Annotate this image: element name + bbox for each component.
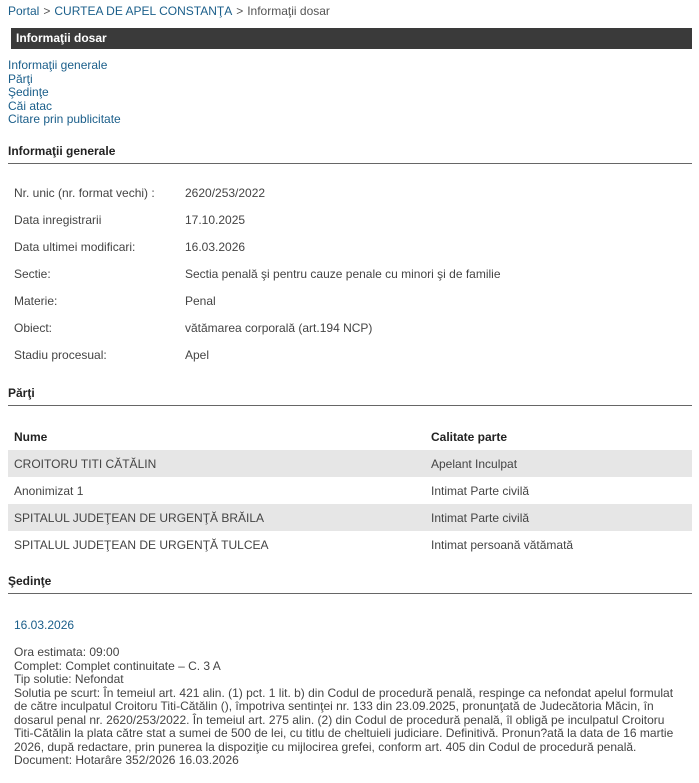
hearing-detail-line: de către inculpatul Croitoru Titi-Cătălin (), împotriva sentinţei nr. 133 din 23.09.2025, pronunţată de Judecătoria Măcin, în — [14, 699, 654, 713]
party-name: SPITALUL JUDEŢEAN DE URGENŢĂ TULCEA — [14, 537, 269, 552]
party-role: Apelant Inculpat — [425, 450, 692, 477]
breadcrumb-separator: > — [236, 4, 244, 18]
info-row — [14, 186, 501, 213]
info-label: Data ultimei modificari: — [14, 240, 136, 254]
case-info — [14, 186, 501, 375]
info-label: Stadiu procesual: — [14, 348, 107, 362]
info-row — [14, 267, 501, 294]
nav-link-cai-atac[interactable]: Căi atac — [8, 98, 53, 113]
party-role: Intimat persoană vătămată — [431, 537, 574, 552]
hearing-detail-line: Ora estimata: 09:00 — [14, 645, 120, 659]
section-heading-parti: Părţi — [8, 386, 692, 406]
table-row — [8, 450, 692, 477]
hearing-block — [14, 618, 690, 768]
info-label: Data inregistrarii — [14, 213, 102, 227]
info-row — [14, 240, 501, 267]
party-role: Intimat Parte civilă — [425, 504, 692, 531]
info-value: 2620/253/2022 — [185, 186, 266, 200]
section-heading-sedinte: Şedinţe — [8, 574, 692, 594]
info-value: Sectia penală şi pentru cauze penale cu minori şi de familie — [185, 267, 501, 281]
info-row — [14, 294, 501, 321]
info-label: Sectie: — [14, 267, 51, 281]
parties-table — [8, 424, 692, 558]
table-row — [8, 504, 692, 531]
info-row — [14, 321, 501, 348]
hearing-detail-line: Tip solutie: Nefondat — [14, 672, 124, 686]
party-role: Intimat Parte civilă — [431, 483, 530, 498]
breadcrumb-court-link[interactable]: CURTEA DE APEL CONSTANŢA — [54, 4, 233, 18]
hearing-date: 16.03.2026 — [14, 618, 75, 632]
party-name: Anonimizat 1 — [14, 483, 84, 498]
section-nav — [8, 59, 121, 127]
column-header-calitate: Calitate parte — [431, 430, 508, 444]
info-value: Apel — [185, 348, 210, 362]
info-label: Nr. unic (nr. format vechi) : — [14, 186, 155, 200]
info-value: Penal — [185, 294, 216, 308]
section-heading-general: Informaţii generale — [8, 144, 692, 164]
table-row — [8, 477, 692, 504]
nav-link-parti[interactable]: Părţi — [8, 71, 33, 86]
breadcrumb-current: Informaţii dosar — [247, 4, 330, 18]
info-row — [14, 213, 501, 240]
info-value: 16.03.2026 — [185, 240, 246, 254]
nav-link-sedinte[interactable]: Şedinţe — [8, 85, 49, 99]
info-value: vătămarea corporală (art.194 NCP) — [185, 321, 373, 335]
breadcrumb-portal-link[interactable]: Portal — [8, 4, 40, 18]
info-label: Materie: — [14, 294, 58, 308]
breadcrumb-separator: > — [43, 4, 51, 18]
hearing-detail-line: Titi-Cătălin la plata către stat a sumei de 500 de lei, cu titlu de cheltuieli judiciare. Definitivă. Pronun?ată la data de 16 martie — [14, 726, 674, 740]
hearing-document-line: Document: Hotarâre 352/2026 16.03.2026 — [14, 753, 239, 767]
hearing-detail-line: Solutia pe scurt: În temeiul art. 421 alin. (1) pct. 1 lit. b) din Codul de procedură penală, respinge ca nefondat apelul formulat — [14, 685, 674, 700]
hearing-detail-line: dosarul penal nr. 2620/253/2022. În temeiul art. 275 alin. (2) din Codul de procedură penală, îl obligă pe inculpatul Croitoru — [14, 712, 665, 727]
hearing-detail-line: Complet: Complet continuitate – C. 3 A — [14, 658, 221, 673]
info-value: 17.10.2025 — [185, 213, 246, 227]
party-name: CROITORU TITI CĂTĂLIN — [8, 450, 425, 477]
page-title-bar — [8, 28, 692, 49]
table-header-row — [8, 424, 692, 450]
hearing-detail-line: 2026, după redactare, prin punerea la dispoziţie cu mijlocirea grefei, conform art. 405 din Codul de procedură penală. — [14, 739, 637, 754]
info-label: Obiect: — [14, 321, 53, 335]
nav-link-general[interactable]: Informaţii generale — [8, 58, 108, 72]
info-row — [14, 348, 501, 375]
party-name: SPITALUL JUDEŢEAN DE URGENŢĂ BRĂILA — [8, 504, 425, 531]
nav-link-citare[interactable]: Citare prin publicitate — [8, 112, 121, 126]
column-header-nume: Nume — [14, 430, 48, 444]
table-row — [8, 531, 692, 558]
page-title: Informaţii dosar — [16, 31, 107, 45]
breadcrumb — [8, 4, 330, 18]
